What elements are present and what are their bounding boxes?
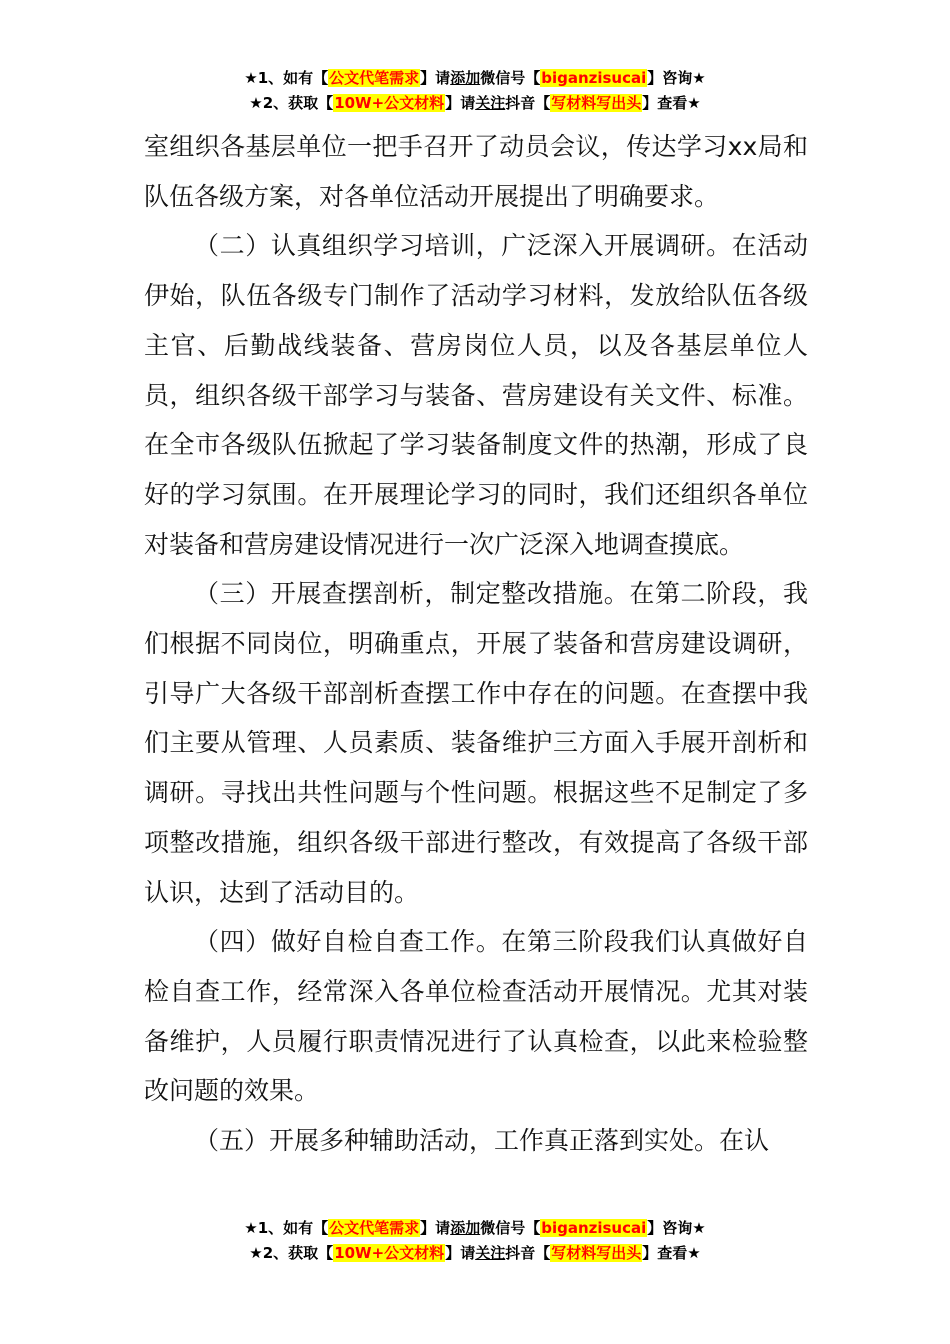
promo-line-1: ★1、如有【公文代笔需求】请添加微信号【biganzisucai】咨询★ [244,69,706,87]
paragraph-section-5: （五）开展多种辅助活动，工作真正落到实处。在认 [194,1126,770,1156]
promo-banner-bottom [0,1216,950,1266]
paragraph-section-4: （四）做好自检自查工作。在第三阶段我们认真做好自检自查工作，经常深入各单位检查活动开展情况。尤其对装备维护，人员履行职责情况进行了认真检查，以此来检验整改问题的效果。 [144,927,808,1106]
highlight-service: 公文代笔需求 [329,1219,420,1237]
promo-line-2: ★2、获取【10W+公文材料】请关注抖音【写材料写出头】查看★ [249,1244,701,1262]
document-body [144,122,808,1166]
paragraph-section-2: （二）认真组织学习培训，广泛深入开展调研。在活动伊始，队伍各级专门制作了活动学习材料，发放给队伍各级主官、后勤战线装备、营房岗位人员，以及各基层单位人员，组织各级干部学习与装备、营房建设有关文件、标准。在全市各级队伍掀起了学习装备制度文件的热潮，形成了良好的学习氛围。在开展理论学习的同时，我们还组织各单位对装备和营房建设情况进行一次广泛深入地调查摸底。 [144,231,808,559]
paragraph-continuation: 室组织各基层单位一把手召开了动员会议，传达学习xx局和队伍各级方案，对各单位活动开展提出了明确要求。 [144,132,808,211]
highlight-service: 公文代笔需求 [329,69,420,87]
highlight-wechat-id: biganzisucai [541,1219,647,1237]
highlight-wechat-id: biganzisucai [541,69,647,87]
promo-banner-top [0,66,950,116]
promo-line-2: ★2、获取【10W+公文材料】请关注抖音【写材料写出头】查看★ [249,94,701,112]
highlight-douyin-account: 写材料写出头 [551,94,642,112]
highlight-materials: 10W+公文材料 [334,94,445,112]
promo-line-1: ★1、如有【公文代笔需求】请添加微信号【biganzisucai】咨询★ [244,1219,706,1237]
paragraph-section-3: （三）开展查摆剖析，制定整改措施。在第二阶段，我们根据不同岗位，明确重点，开展了装备和营房建设调研，引导广大各级干部剖析查摆工作中存在的问题。在查摆中我们主要从管理、人员素质、装备维护三方面入手展开剖析和调研。寻找出共性问题与个性问题。根据这些不足制定了多项整改措施，组织各级干部进行整改，有效提高了各级干部认识，达到了活动目的。 [144,579,808,907]
highlight-douyin-account: 写材料写出头 [551,1244,642,1262]
highlight-materials: 10W+公文材料 [334,1244,445,1262]
